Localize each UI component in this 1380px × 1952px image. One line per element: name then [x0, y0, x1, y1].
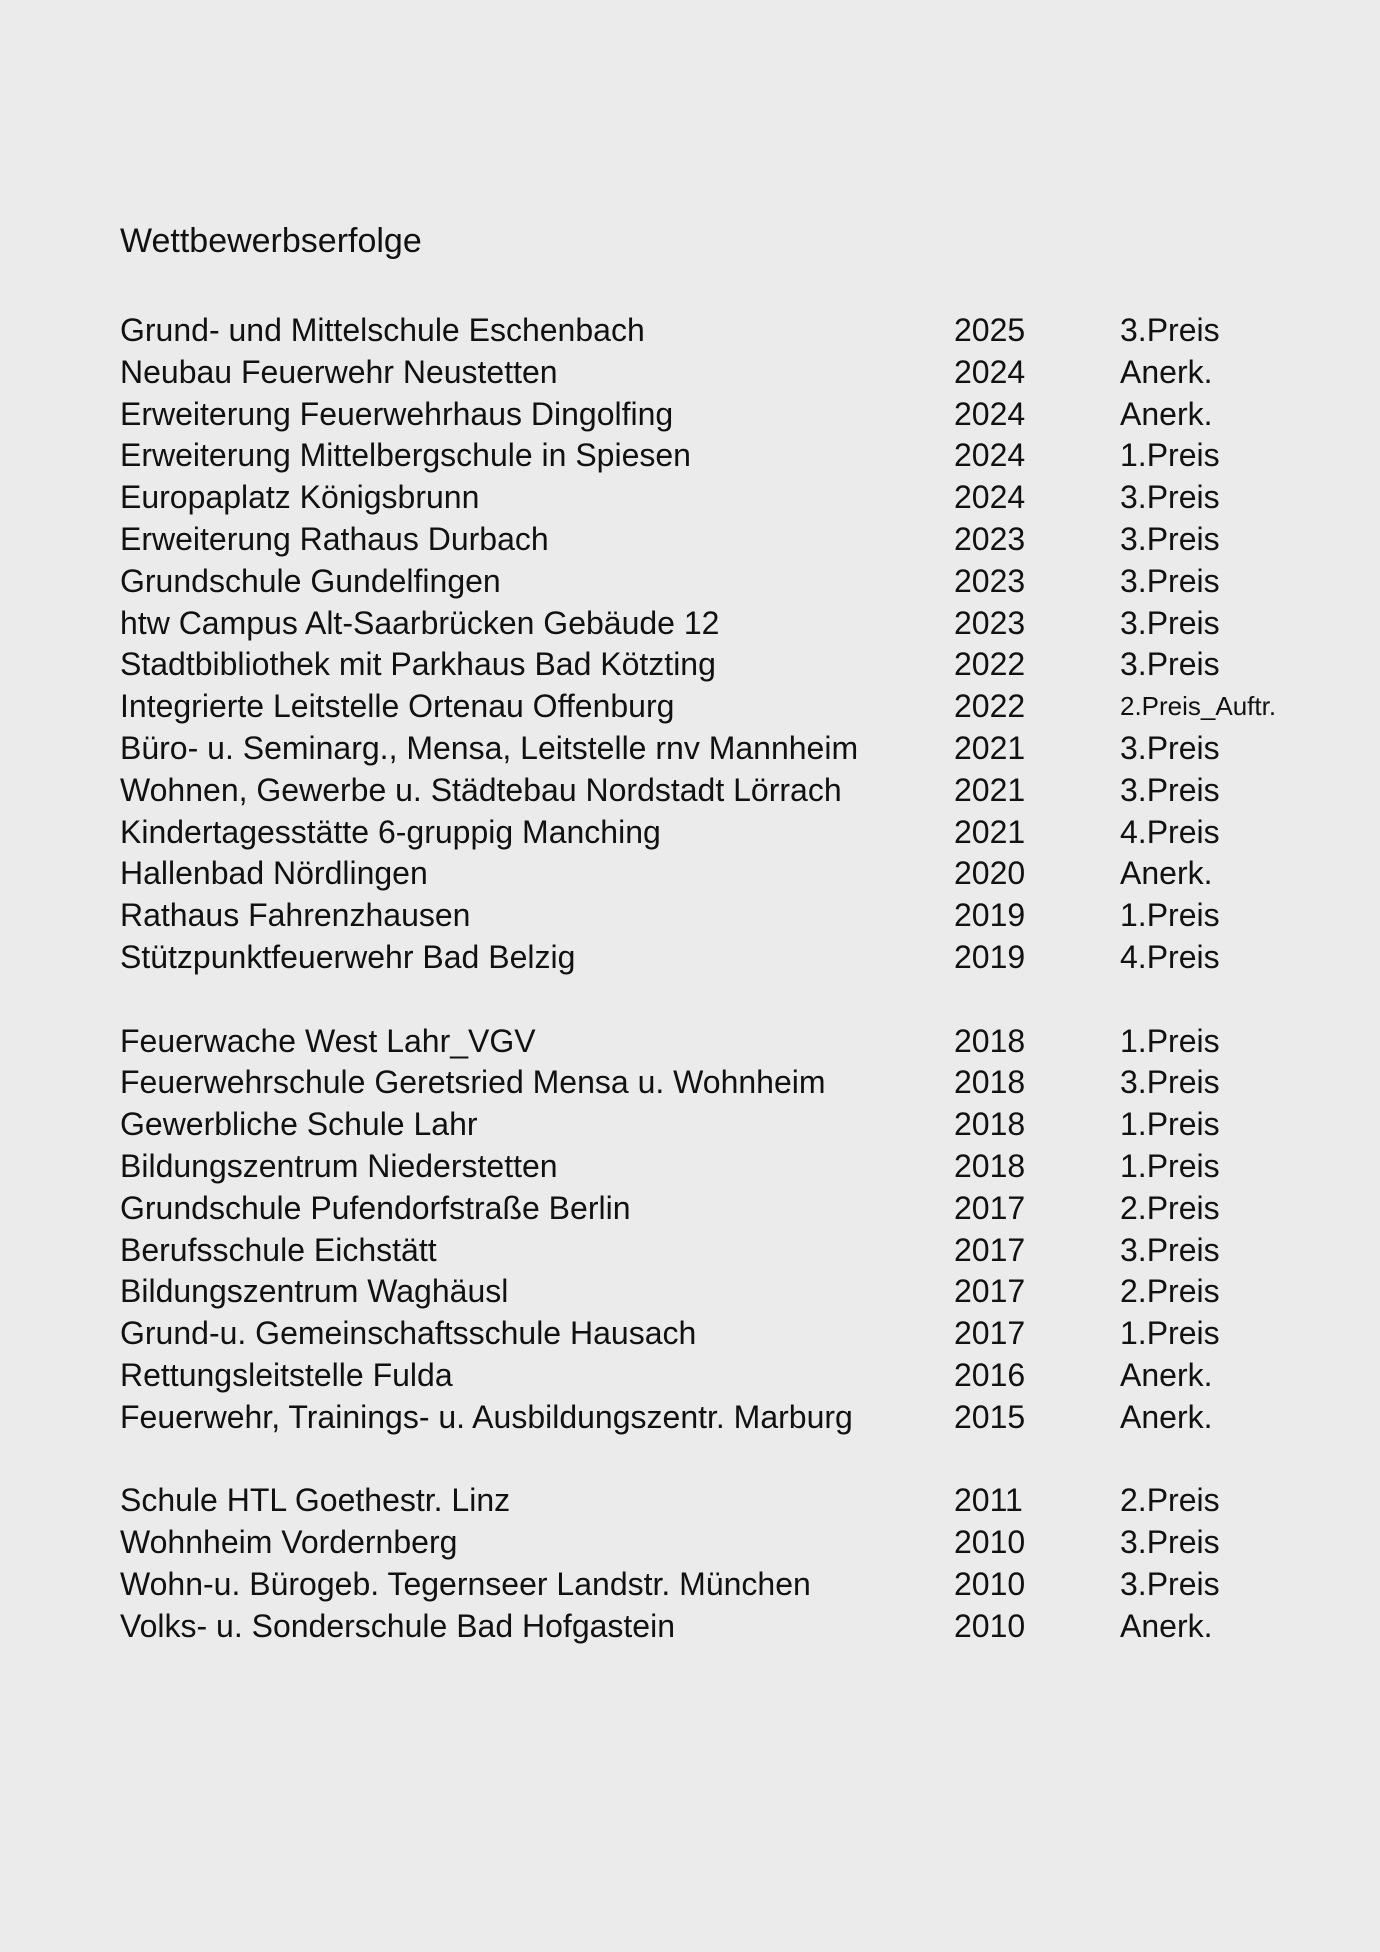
competition-result: 3.Preis	[1120, 1524, 1220, 1561]
competition-result: 3.Preis	[1120, 520, 1220, 557]
award-row	[120, 686, 1340, 728]
award-row	[120, 812, 1340, 854]
project-name: Grund-u. Gemeinschaftsschule Hausach	[120, 1315, 697, 1352]
project-name: Gewerbliche Schule Lahr	[120, 1106, 478, 1143]
award-row	[120, 603, 1340, 645]
award-row	[120, 477, 1340, 519]
competition-result: 3.Preis	[1120, 1064, 1220, 1101]
competition-year: 2016	[954, 1356, 1026, 1393]
award-row	[120, 1271, 1340, 1313]
project-name: htw Campus Alt-Saarbrücken Gebäude 12	[120, 604, 720, 641]
project-name: Feuerwehrschule Geretsried Mensa u. Wohnheim	[120, 1064, 826, 1101]
project-name: Wohn-u. Bürogeb. Tegernseer Landstr. München	[120, 1565, 811, 1602]
competition-year: 2015	[954, 1398, 1026, 1435]
competition-year: 2018	[954, 1106, 1026, 1143]
award-row	[120, 1606, 1340, 1648]
award-row	[120, 561, 1340, 603]
competition-result: 4.Preis	[1120, 813, 1220, 850]
award-row	[120, 1397, 1340, 1439]
award-row	[120, 1062, 1340, 1104]
competition-year: 2024	[954, 353, 1026, 390]
project-name: Stützpunktfeuerwehr Bad Belzig	[120, 938, 576, 975]
competition-result: 3.Preis	[1120, 479, 1220, 516]
award-row	[120, 310, 1340, 352]
award-row	[120, 1480, 1340, 1522]
project-name: Neubau Feuerwehr Neustetten	[120, 353, 558, 390]
competition-result: 2.Preis	[1120, 1189, 1220, 1226]
project-name: Büro- u. Seminarg., Mensa, Leitstelle rnv Mannheim	[120, 729, 859, 766]
competition-year: 2018	[954, 1147, 1026, 1184]
competition-result: Anerk.	[1120, 1607, 1213, 1644]
project-name: Volks- u. Sonderschule Bad Hofgastein	[120, 1607, 675, 1644]
competition-year: 2022	[954, 688, 1026, 725]
project-name: Integrierte Leitstelle Ortenau Offenburg	[120, 688, 675, 725]
competition-result: 3.Preis	[1120, 604, 1220, 641]
award-row	[120, 853, 1340, 895]
competition-result: 3.Preis	[1120, 646, 1220, 683]
project-name: Erweiterung Rathaus Durbach	[120, 520, 549, 557]
award-row	[120, 435, 1340, 477]
competition-result: 3.Preis	[1120, 562, 1220, 599]
award-row	[120, 1522, 1340, 1564]
competition-year: 2019	[954, 897, 1026, 934]
project-name: Hallenbad Nördlingen	[120, 855, 428, 892]
project-name: Bildungszentrum Waghäusl	[120, 1273, 509, 1310]
project-name: Feuerwehr, Trainings- u. Ausbildungszentr. Marburg	[120, 1398, 853, 1435]
competition-year: 2021	[954, 813, 1026, 850]
competition-year: 2023	[954, 562, 1026, 599]
award-group	[120, 310, 1340, 979]
competition-result: 3.Preis	[1120, 729, 1220, 766]
award-row	[120, 1230, 1340, 1272]
competition-year: 2019	[954, 938, 1026, 975]
competition-year: 2024	[954, 395, 1026, 432]
award-row	[120, 644, 1340, 686]
competition-result: 1.Preis	[1120, 437, 1220, 474]
award-row	[120, 519, 1340, 561]
competition-result: 1.Preis	[1120, 1315, 1220, 1352]
competition-result: 1.Preis	[1120, 897, 1220, 934]
page-title: Wettbewerbserfolge	[120, 222, 422, 260]
award-row	[120, 1104, 1340, 1146]
award-row	[120, 937, 1340, 979]
competition-year: 2018	[954, 1022, 1026, 1059]
competition-year: 2024	[954, 479, 1026, 516]
award-row	[120, 1146, 1340, 1188]
project-name: Feuerwache West Lahr_VGV	[120, 1022, 536, 1059]
award-row	[120, 1355, 1340, 1397]
competition-result: 2.Preis	[1120, 1273, 1220, 1310]
project-name: Rathaus Fahrenzhausen	[120, 897, 471, 934]
award-row	[120, 728, 1340, 770]
competition-year: 2010	[954, 1524, 1026, 1561]
competition-result: 1.Preis	[1120, 1022, 1220, 1059]
competition-result: Anerk.	[1120, 1398, 1213, 1435]
project-name: Erweiterung Feuerwehrhaus Dingolfing	[120, 395, 674, 432]
award-row	[120, 1564, 1340, 1606]
competition-year: 2020	[954, 855, 1026, 892]
competition-year: 2023	[954, 520, 1026, 557]
competition-year: 2022	[954, 646, 1026, 683]
award-group	[120, 1021, 1340, 1439]
competition-year: 2021	[954, 729, 1026, 766]
project-name: Berufsschule Eichstätt	[120, 1231, 437, 1268]
award-group	[120, 1480, 1340, 1647]
project-name: Stadtbibliothek mit Parkhaus Bad Kötzting	[120, 646, 716, 683]
competition-year: 2017	[954, 1231, 1026, 1268]
competition-result: 2.Preis_Auftr.	[1120, 691, 1277, 722]
project-name: Rettungsleitstelle Fulda	[120, 1356, 453, 1393]
project-name: Bildungszentrum Niederstetten	[120, 1147, 558, 1184]
award-row	[120, 895, 1340, 937]
award-row	[120, 1188, 1340, 1230]
competition-result: 3.Preis	[1120, 1565, 1220, 1602]
award-row	[120, 1313, 1340, 1355]
competition-result: 3.Preis	[1120, 312, 1220, 348]
competition-year: 2017	[954, 1315, 1026, 1352]
competition-result: 4.Preis	[1120, 938, 1220, 975]
award-row	[120, 1021, 1340, 1063]
competition-year: 2010	[954, 1607, 1026, 1644]
competition-result: 1.Preis	[1120, 1147, 1220, 1184]
competition-result: Anerk.	[1120, 855, 1213, 892]
competition-year: 2017	[954, 1189, 1026, 1226]
competition-result: 3.Preis	[1120, 1231, 1220, 1268]
project-name: Grund- und Mittelschule Eschenbach	[120, 312, 645, 348]
competition-year: 2021	[954, 771, 1026, 808]
project-name: Schule HTL Goethestr. Linz	[120, 1482, 511, 1519]
award-row	[120, 394, 1340, 436]
project-name: Grundschule Pufendorfstraße Berlin	[120, 1189, 631, 1226]
competition-year: 2010	[954, 1565, 1026, 1602]
project-name: Wohnen, Gewerbe u. Städtebau Nordstadt Lörrach	[120, 771, 842, 808]
project-name: Europaplatz Königsbrunn	[120, 479, 480, 516]
competition-result: 3.Preis	[1120, 771, 1220, 808]
competition-result: Anerk.	[1120, 1356, 1213, 1393]
competition-year: 2018	[954, 1064, 1026, 1101]
award-list	[120, 310, 1340, 1648]
award-row	[120, 352, 1340, 394]
competition-year: 2011	[954, 1482, 1023, 1519]
project-name: Grundschule Gundelfingen	[120, 562, 501, 599]
competition-result: Anerk.	[1120, 395, 1213, 432]
competition-year: 2023	[954, 604, 1026, 641]
award-row	[120, 770, 1340, 812]
competition-year: 2017	[954, 1273, 1026, 1310]
project-name: Kindertagesstätte 6-gruppig Manching	[120, 813, 661, 850]
competition-result: Anerk.	[1120, 353, 1213, 390]
project-name: Erweiterung Mittelbergschule in Spiesen	[120, 437, 691, 474]
competition-year: 2024	[954, 437, 1026, 474]
project-name: Wohnheim Vordernberg	[120, 1524, 458, 1561]
competition-result: 2.Preis	[1120, 1482, 1220, 1519]
competition-result: 1.Preis	[1120, 1106, 1220, 1143]
competition-year: 2025	[954, 312, 1026, 348]
